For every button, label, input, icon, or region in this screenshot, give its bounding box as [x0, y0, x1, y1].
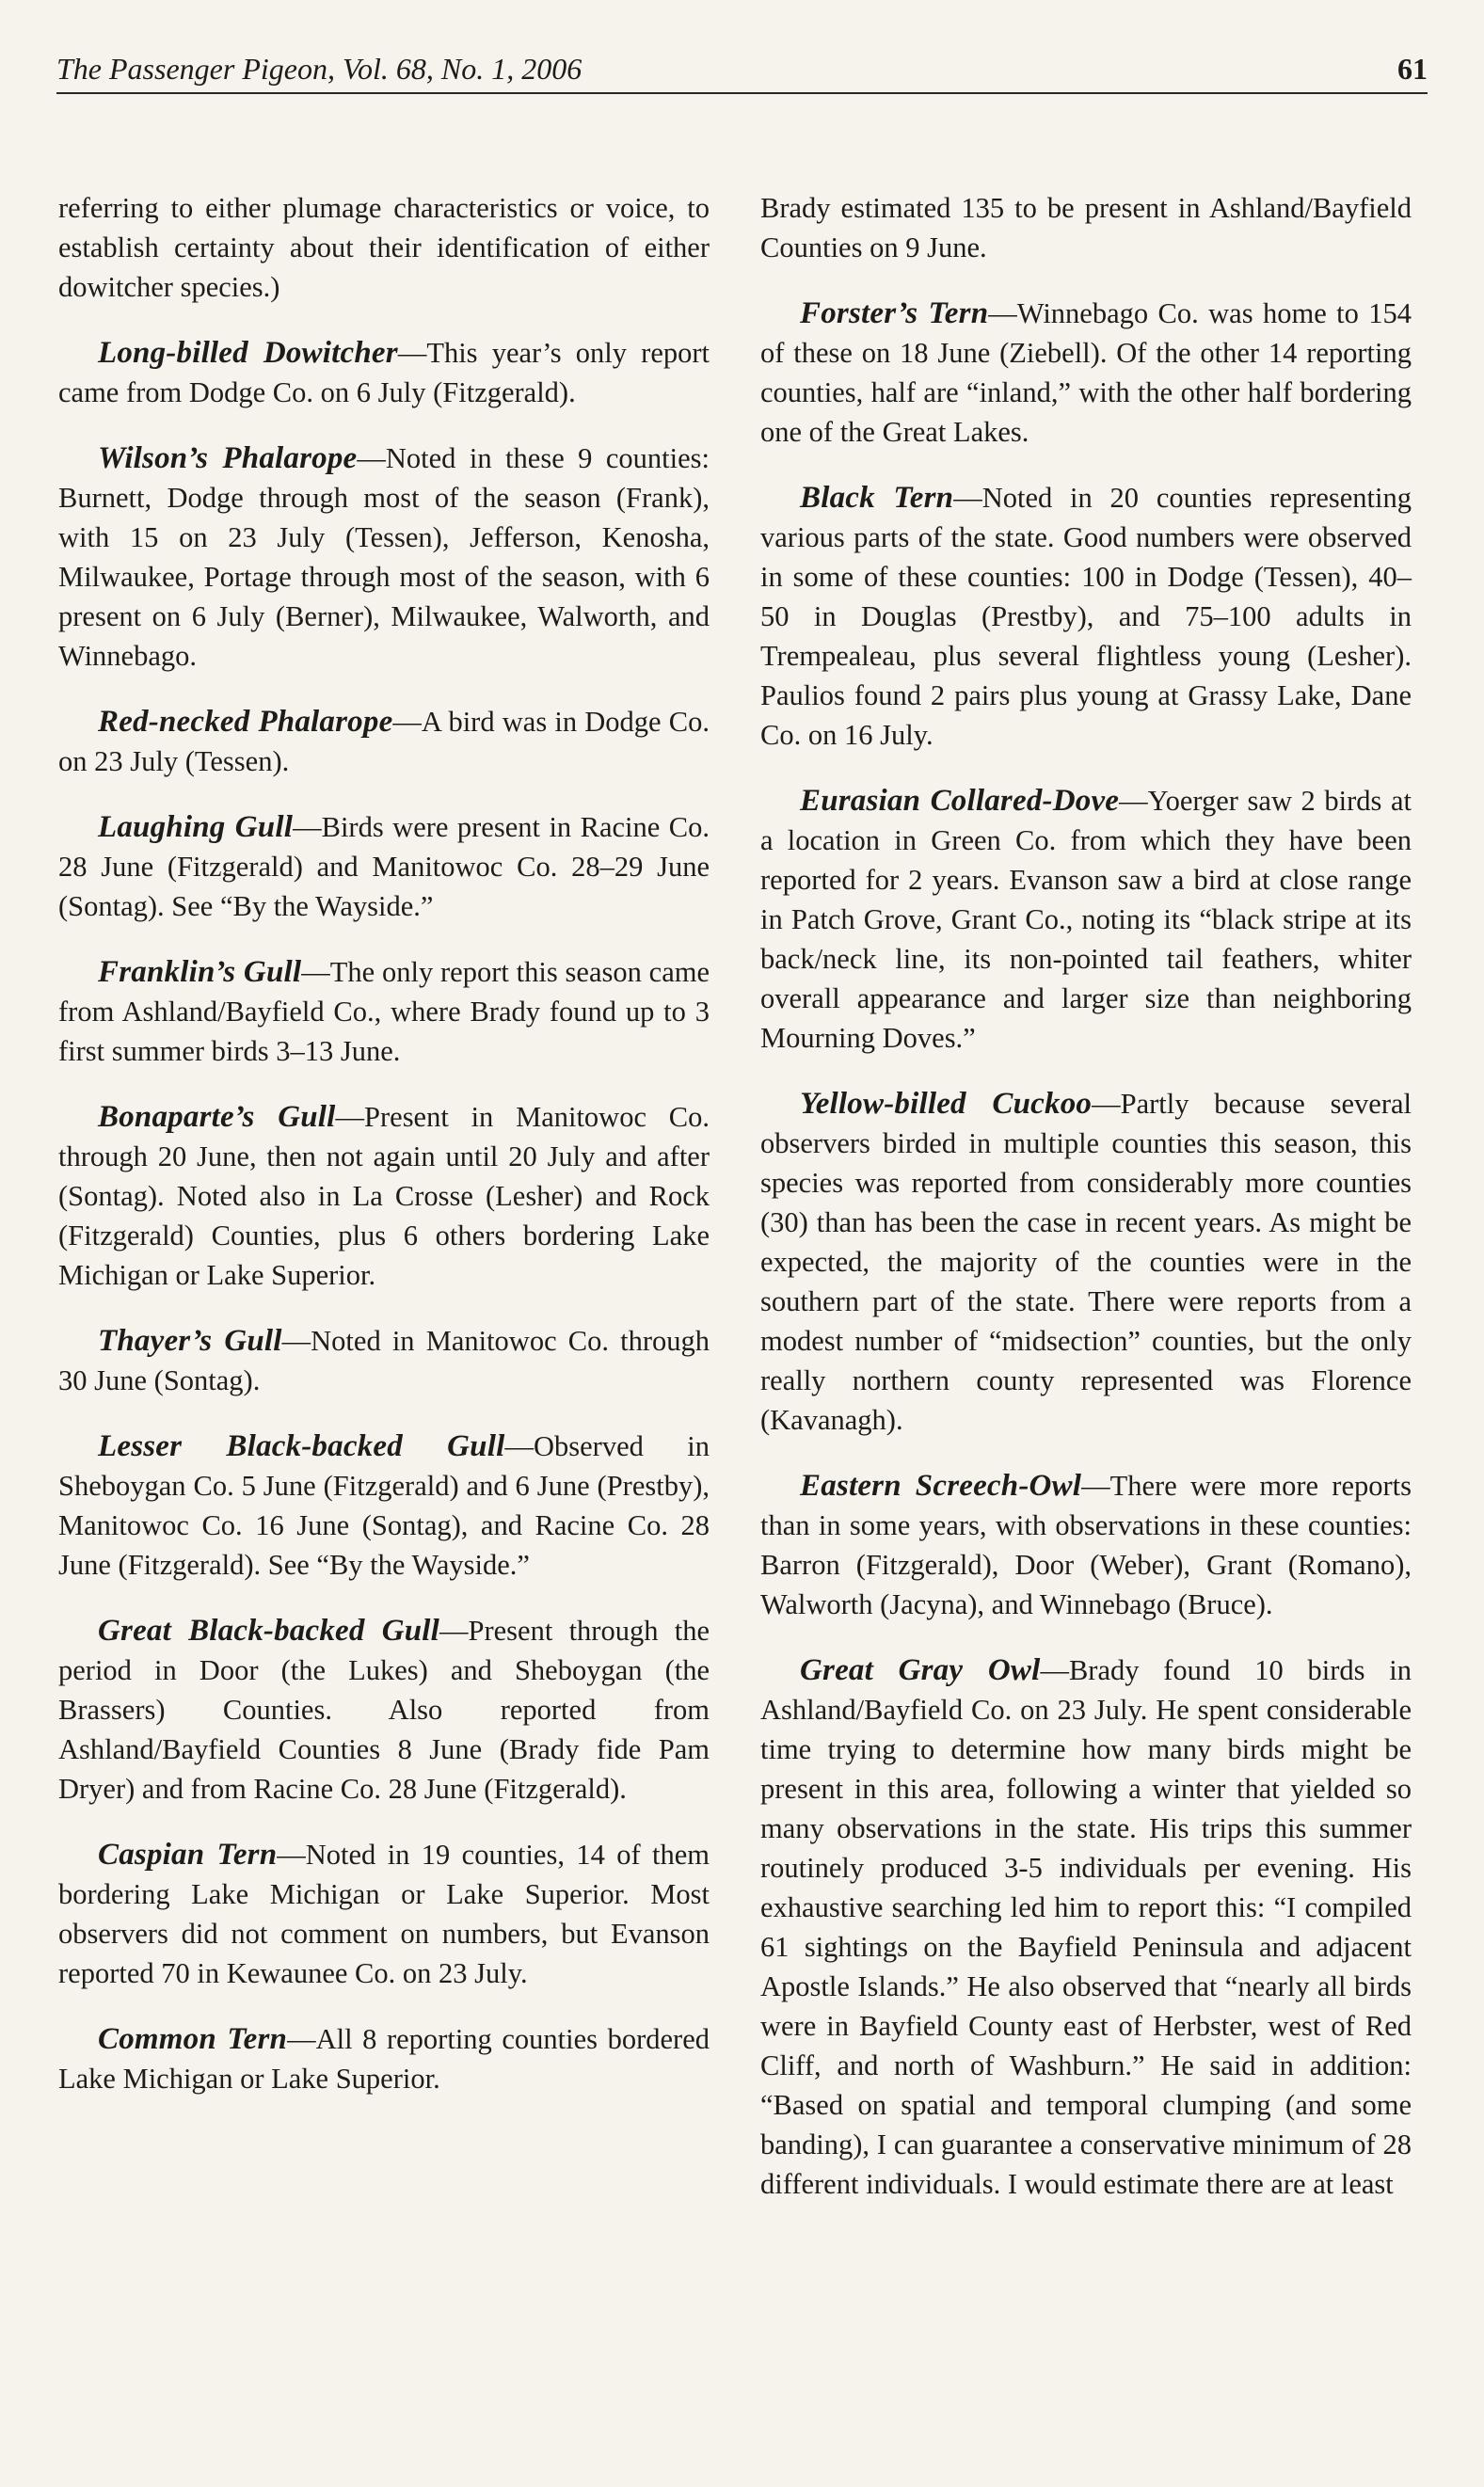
running-head — [56, 45, 1428, 94]
species-name: Franklin’s Gull — [98, 955, 302, 989]
species-name: Common Tern — [98, 2022, 288, 2056]
entry-text: —Partly because several observers birded in multiple counties this season, this species was reported from considerably more counties (30) than has been the case in recent years. As might be expected, the majority of the counties were in the southern part of the state. There were reports from a modest number of “midsection” counties, but the only really northern county represented was Florence (Kavanagh). — [760, 1088, 1412, 1436]
species-name: Bonaparte’s Gull — [98, 1100, 336, 1134]
species-name: Wilson’s Phalarope — [98, 441, 358, 475]
species-name: Black Tern — [800, 481, 954, 515]
journal-title: The Passenger Pigeon, Vol. 68, No. 1, 2006 — [56, 52, 582, 86]
species-entry — [760, 1084, 1412, 1440]
species-entry — [760, 1650, 1412, 2204]
entry-text: —Yoerger saw 2 birds at a location in Green Co. from which they have been reported for 2 years. Evanson saw a bird at close range in Patch Grove, Grant Co., noting its “black stripe at its back/neck line, its non-pointed tail feathers, whiter overall appearance and larger size than neighboring Mourning Doves.” — [760, 785, 1412, 1054]
continued-text — [760, 188, 1412, 267]
entry-text: —Noted in these 9 counties: Burnett, Dodge through most of the season (Frank), with 15 on 23 July (Tessen), Jefferson, Kenosha, Milwaukee, Portage through most of the season, with 6 present on 6 July (Berner), Milwaukee, Walworth, and Winnebago. — [58, 442, 710, 672]
species-entry — [58, 438, 710, 676]
species-name: Thayer’s Gull — [98, 1324, 282, 1358]
species-entry — [58, 952, 710, 1071]
species-name: Long-billed Dowitcher — [98, 336, 398, 370]
entry-text: —All 8 reporting counties bordered Lake Michigan or Lake Superior. — [58, 2023, 710, 2095]
species-name: Caspian Tern — [98, 1838, 278, 1872]
species-entry — [58, 2019, 710, 2098]
entry-text: —Present in Manitowoc Co. through 20 June, then not again until 20 July and after (Sontag). Noted also in La Crosse (Lesher) and Rock (Fitzgerald) Counties, plus 6 others bordering Lake Michigan or Lake Superior. — [58, 1101, 710, 1291]
entry-text: Brady estimated 135 to be present in Ashland/Bayfield Counties on 9 June. — [760, 192, 1412, 263]
entry-text: —Noted in 19 counties, 14 of them bordering Lake Michigan or Lake Superior. Most observers did not comment on numbers, but Evanson reported 70 in Kewaunee Co. on 23 July. — [58, 1839, 710, 1989]
entry-text: —Winnebago Co. was home to 154 of these on 18 June (Ziebell). Of the other 14 reporting counties, half are “inland,” with the other half bordering one of the Great Lakes. — [760, 297, 1412, 448]
entry-text: —Noted in Manitowoc Co. through 30 June (Sontag). — [58, 1325, 710, 1396]
species-entry — [58, 1097, 710, 1295]
entry-text: —A bird was in Dodge Co. on 23 July (Tessen). — [58, 706, 710, 777]
page-number: 61 — [1397, 52, 1428, 86]
entry-text: —The only report this season came from Ashland/Bayfield Co., where Brady found up to 3 first summer birds 3–13 June. — [58, 956, 710, 1067]
species-entry — [58, 1427, 710, 1585]
species-name: Yellow-billed Cuckoo — [800, 1087, 1093, 1121]
species-entry — [760, 1466, 1412, 1624]
species-name: Forster’s Tern — [800, 296, 989, 330]
species-entry — [760, 294, 1412, 452]
species-entry — [58, 1611, 710, 1809]
entry-text: —Birds were present in Racine Co. 28 June (Fitzgerald) and Manitowoc Co. 28–29 June (Sontag). See “By the Wayside.” — [58, 811, 710, 922]
species-entry — [58, 333, 710, 412]
entry-text: —Present through the period in Door (the Lukes) and Sheboygan (the Brassers) Counties. Also reported from Ashland/Bayfield Counties 8 June (Brady fide Pam Dryer) and from Racine Co. 28 June (Fitzgerald). — [58, 1615, 710, 1805]
species-entry — [58, 807, 710, 926]
entry-text: —Brady found 10 birds in Ashland/Bayfield Co. on 23 July. He spent considerable time trying to determine how many birds might be present in this area, following a winter that yielded so many observations in the state. His trips this summer routinely produced 3-5 individuals per evening. His exhaustive searching led him to report this: “I compiled 61 sightings on the Bayfield Peninsula and adjacent Apostle Islands.” He also observed that “nearly all birds were in Bayfield County east of Herbster, west of Red Cliff, and north of Washburn.” He said in addition: “Based on spatial and temporal clumping (and some banding), I can guarantee a conservative minimum of 28 different individuals. I would estimate there are at least — [760, 1654, 1412, 2200]
left-column — [58, 188, 710, 2125]
species-entry — [58, 1835, 710, 1993]
right-column — [760, 188, 1412, 2230]
species-name: Laughing Gull — [98, 810, 294, 844]
species-name: Eastern Screech-Owl — [800, 1469, 1082, 1503]
entry-text: —Noted in 20 counties representing various parts of the state. Good numbers were observed in some of these counties: 100 in Dodge (Tessen), 40–50 in Douglas (Prestby), and 75–100 adults in Trempealeau, plus several flightless young (Lesher). Paulios found 2 pairs plus young at Grassy Lake, Dane Co. on 16 July. — [760, 482, 1412, 751]
species-name: Eurasian Collared-Dove — [800, 784, 1120, 818]
species-entry — [58, 1321, 710, 1400]
species-name: Great Black-backed Gull — [98, 1614, 440, 1648]
entry-text: —This year’s only report came from Dodge Co. on 6 July (Fitzgerald). — [58, 337, 710, 408]
species-entry — [58, 702, 710, 781]
entry-text: —Observed in Sheboygan Co. 5 June (Fitzgerald) and 6 June (Prestby), Manitowoc Co. 16 June (Sontag), and Racine Co. 28 June (Fitzgerald). See “By the Wayside.” — [58, 1430, 710, 1581]
species-name: Great Gray Owl — [800, 1653, 1041, 1687]
species-entry — [760, 781, 1412, 1058]
species-name: Red-necked Phalarope — [98, 705, 393, 739]
entry-text: —There were more reports than in some years, with observations in these counties: Barron (Fitzgerald), Door (Weber), Grant (Romano), Walworth (Jacyna), and Winnebago (Bruce). — [760, 1470, 1412, 1620]
species-name: Lesser Black-backed Gull — [98, 1429, 505, 1463]
species-entry — [760, 478, 1412, 755]
continued-text — [58, 188, 710, 307]
entry-text: referring to either plumage characteristics or voice, to establish certainty about their identification of either dowitcher species.) — [58, 192, 710, 303]
